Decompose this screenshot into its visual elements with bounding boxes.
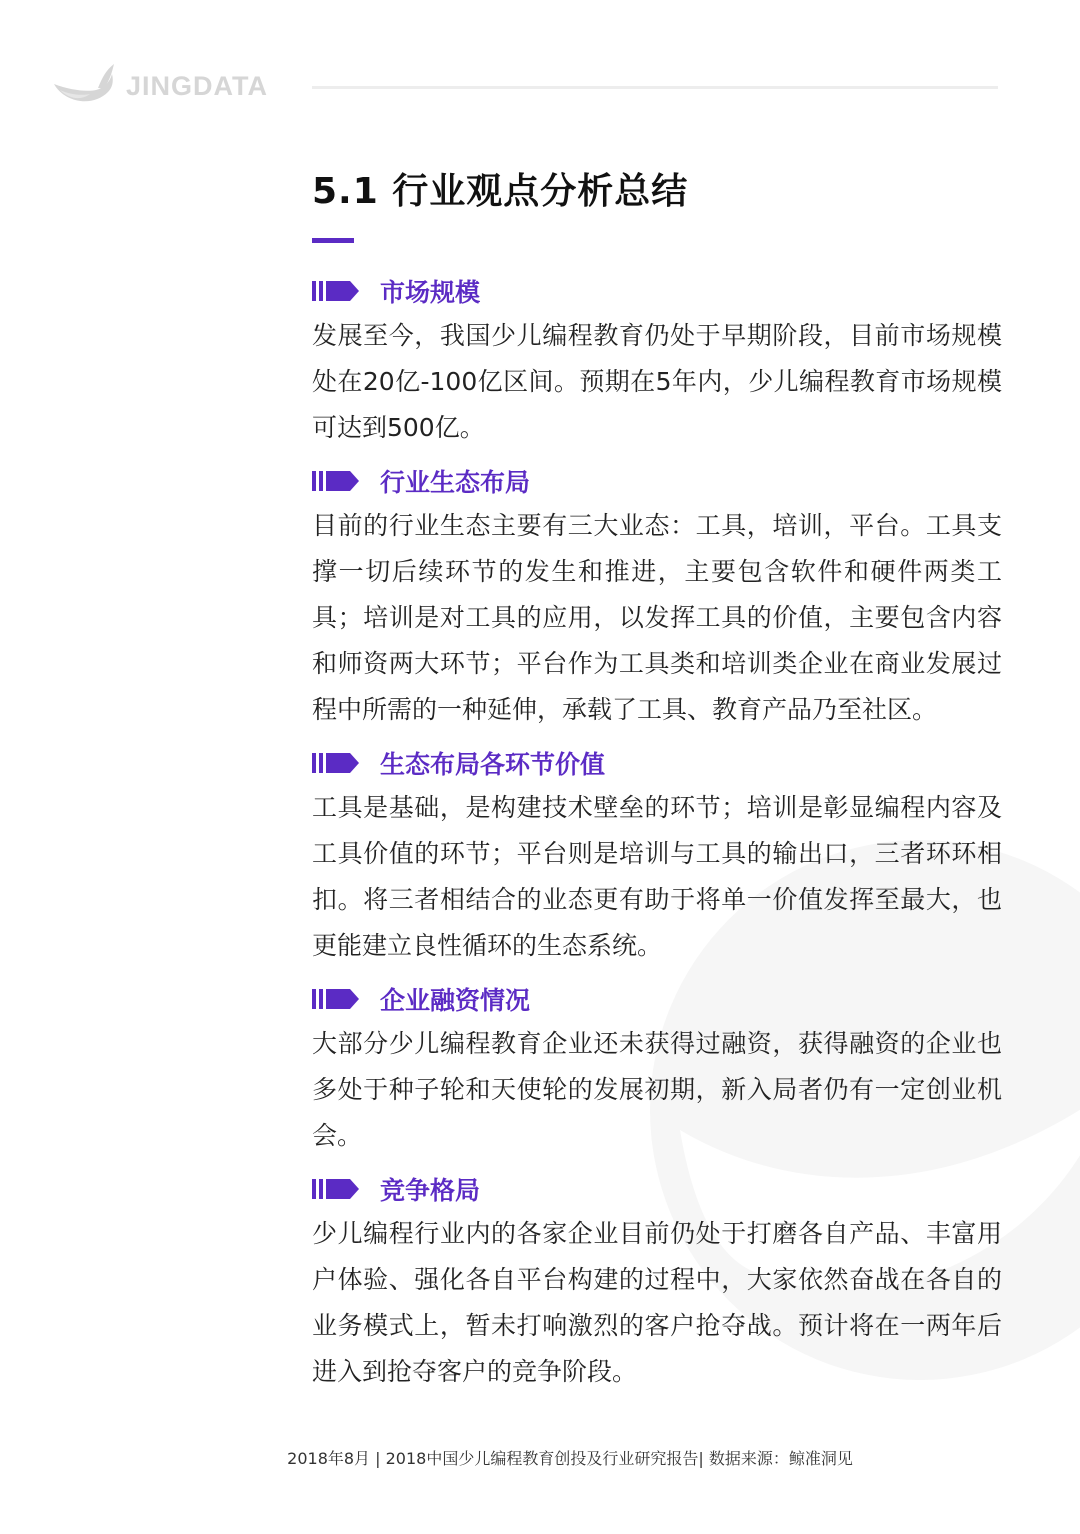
section-heading — [312, 979, 1002, 1019]
logo-text: JINGDATA — [126, 70, 268, 101]
section-body: 大部分少儿编程教育企业还未获得过融资，获得融资的企业也多处于种子轮和天使轮的发展初期，新入局者仍有一定创业机会。 — [312, 1029, 1002, 1150]
page-footer: 2018年8月 | 2018中国少儿编程教育创投及行业研究报告| 数据来源：鲸准洞见 — [287, 1449, 853, 1468]
section-heading — [312, 1169, 1002, 1209]
section-heading — [312, 461, 1002, 501]
section-heading — [312, 743, 1002, 783]
bars-arrow-marker-icon — [312, 469, 360, 493]
whale-logo-icon — [52, 62, 116, 110]
section-title: 企业融资情况 — [380, 986, 531, 1015]
logo — [52, 62, 268, 110]
bars-arrow-marker-icon — [312, 987, 360, 1011]
title-underline — [312, 238, 354, 243]
header-divider — [312, 86, 998, 89]
section-financing — [312, 979, 1002, 1159]
bars-arrow-marker-icon — [312, 1177, 360, 1201]
section-heading — [312, 271, 1002, 311]
section-body: 工具是基础，是构建技术壁垒的环节；培训是彰显编程内容及工具价值的环节；平台则是培训与工具的输出口，三者环环相扣。将三者相结合的业态更有助于将单一价值发挥至最大，也更能建立良性循环的生态系统。 — [312, 793, 1002, 960]
section-industry-ecosystem — [312, 461, 1002, 733]
bars-arrow-marker-icon — [312, 751, 360, 775]
section-competition — [312, 1169, 1002, 1395]
section-title: 行业生态布局 — [380, 468, 531, 497]
page-header — [0, 0, 1080, 130]
bars-arrow-marker-icon — [312, 279, 360, 303]
section-ecosystem-value — [312, 743, 1002, 969]
section-title: 竞争格局 — [380, 1176, 481, 1205]
section-title: 生态布局各环节价值 — [380, 750, 606, 779]
section-body: 少儿编程行业内的各家企业目前仍处于打磨各自产品、丰富用户体验、强化各自平台构建的过程中，大家依然奋战在各自的业务模式上，暂未打响激烈的客户抢夺战。预计将在一两年后进入到抢夺客户的竞争阶段。 — [312, 1219, 1002, 1386]
main-content — [312, 160, 1002, 1405]
page-title: 5.1 行业观点分析总结 — [312, 171, 689, 212]
section-body: 目前的行业生态主要有三大业态：工具，培训，平台。工具支撑一切后续环节的发生和推进，主要包含软件和硬件两类工具；培训是对工具的应用，以发挥工具的价值，主要包含内容和师资两大环节；平台作为工具类和培训类企业在商业发展过程中所需的一种延伸，承载了工具、教育产品乃至社区。 — [312, 511, 1002, 724]
section-body: 发展至今，我国少儿编程教育仍处于早期阶段，目前市场规模处在20亿-100亿区间。预期在5年内，少儿编程教育市场规模可达到500亿。 — [312, 321, 1002, 442]
section-market-size — [312, 271, 1002, 451]
section-title: 市场规模 — [380, 278, 481, 307]
